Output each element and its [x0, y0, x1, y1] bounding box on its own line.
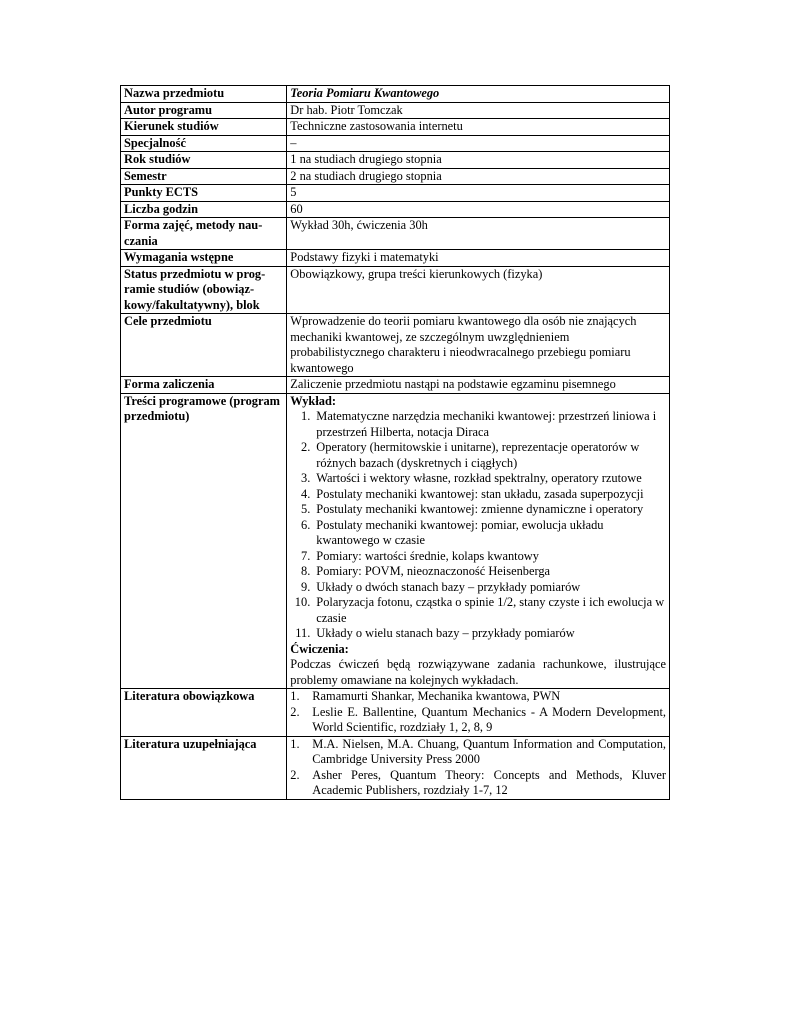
list-item: 11. Układy o wielu stanach bazy – przykłady pomiarów — [295, 626, 575, 640]
row-value: Wykład 30h, ćwiczenia 30h — [287, 218, 670, 250]
row-label: Specjalność — [121, 135, 287, 152]
row-label: Wymagania wstępne — [121, 250, 287, 267]
table-row — [121, 377, 670, 394]
row-value: – — [287, 135, 670, 152]
table-row — [121, 102, 670, 119]
row-label: Status przedmiotu w prog-ramie studiów (obowiąz-kowy/fakultatywny), blok — [121, 266, 287, 314]
row-label: Literatura uzupełniająca — [121, 736, 287, 799]
lecture-list — [290, 409, 666, 642]
row-label: Cele przedmiotu — [121, 314, 287, 377]
table-row — [121, 152, 670, 169]
list-item: 5. Postulaty mechaniki kwantowej: zmienne dynamiczne i operatory — [301, 502, 644, 516]
list-item: 8. Pomiary: POVM, nieoznaczoność Heisenberga — [301, 564, 551, 578]
list-item: 10. Polaryzacja fotonu, cząstka o spinie 1/2, stany czyste i ich ewolucja w czasie — [294, 595, 665, 625]
exercise-text: Podczas ćwiczeń będą rozwiązywane zadania rachunkowe, ilustrujące problemy omawiane na kolejnych wykładach. — [290, 657, 666, 687]
row-value: 60 — [287, 201, 670, 218]
list-item: 4. Postulaty mechaniki kwantowej: stan układu, zasada superpozycji — [301, 486, 644, 501]
row-value: 2 na studiach drugiego stopnia — [287, 168, 670, 185]
row-value: Obowiązkowy, grupa treści kierunkowych (fizyka) — [287, 266, 670, 314]
lecture-heading: Wykład: — [290, 393, 336, 408]
row-label: Liczba godzin — [121, 201, 287, 218]
table-row — [121, 689, 670, 737]
table-row — [121, 119, 670, 136]
row-label: Forma zajęć, metody nau-czania — [121, 218, 287, 250]
list-item: 6. Postulaty mechaniki kwantowej: pomiar, ewolucja układu kwantowego w czasie — [301, 517, 604, 547]
list-item: 9. Układy o dwóch stanach bazy – przykłady pomiarów — [301, 579, 581, 594]
program-content — [287, 393, 670, 689]
row-label: Autor programu — [121, 102, 287, 119]
table-row — [121, 393, 670, 689]
literature-list — [290, 737, 666, 799]
literature-list — [290, 689, 666, 736]
list-item: 1. M.A. Nielsen, M.A. Chuang, Quantum Information and Computation, Cambridge University Press 2000 — [290, 736, 666, 766]
table-row — [121, 168, 670, 185]
list-item: 3. Wartości i wektory własne, rozkład spektralny, operatory rzutowe — [301, 471, 642, 485]
course-name: Teoria Pomiaru Kwantowego — [287, 86, 670, 103]
table-row — [121, 86, 670, 103]
list-item: 2. Leslie E. Ballentine, Quantum Mechanics - A Modern Development, World Scientific, rozdziały 1, 2, 8, 9 — [290, 704, 666, 734]
list-item: 2. Operatory (hermitowskie i unitarne), reprezentacje operatorów w różnych bazach (dyskretnych i ciągłych) — [301, 440, 640, 470]
list-item: 1. Ramamurti Shankar, Mechanika kwantowa, PWN — [290, 689, 561, 703]
row-value: Podstawy fizyki i matematyki — [287, 250, 670, 267]
list-item: 2. Asher Peres, Quantum Theory: Concepts and Methods, Kluver Academic Publishers, rozdziały 1-7, 12 — [290, 767, 666, 797]
row-label: Forma zaliczenia — [121, 377, 287, 394]
row-label: Treści programowe (program przedmiotu) — [121, 393, 287, 689]
syllabus-table — [120, 85, 670, 800]
table-row — [121, 266, 670, 314]
row-value: 5 — [287, 185, 670, 202]
row-label: Nazwa przedmiotu — [121, 86, 287, 103]
table-row — [121, 135, 670, 152]
table-row — [121, 218, 670, 250]
row-label: Rok studiów — [121, 152, 287, 169]
row-label: Punkty ECTS — [121, 185, 287, 202]
row-value: Dr hab. Piotr Tomczak — [287, 102, 670, 119]
row-value: Wprowadzenie do teorii pomiaru kwantowego dla osób nie znających mechaniki kwantowej, ze szczególnym uwzględnieniem probabilistycznego charakteru i nieodwracalnego przebiegu pomiaru kwantowego — [287, 314, 670, 377]
table-row — [121, 201, 670, 218]
table-row — [121, 736, 670, 799]
table-row — [121, 250, 670, 267]
required-literature — [287, 689, 670, 737]
row-label: Semestr — [121, 168, 287, 185]
row-value: Techniczne zastosowania internetu — [287, 119, 670, 136]
row-value: 1 na studiach drugiego stopnia — [287, 152, 670, 169]
row-label: Kierunek studiów — [121, 119, 287, 136]
table-row — [121, 185, 670, 202]
supplementary-literature — [287, 736, 670, 799]
exercise-heading: Ćwiczenia: — [290, 641, 349, 656]
row-value: Zaliczenie przedmiotu nastąpi na podstawie egzaminu pisemnego — [287, 377, 670, 394]
list-item: 1. Matematyczne narzędzia mechaniki kwantowej: przestrzeń liniowa i przestrzeń Hilberta, notacja Diraca — [301, 409, 657, 439]
row-label: Literatura obowiązkowa — [121, 689, 287, 737]
table-row — [121, 314, 670, 377]
list-item: 7. Pomiary: wartości średnie, kolaps kwantowy — [301, 548, 539, 563]
